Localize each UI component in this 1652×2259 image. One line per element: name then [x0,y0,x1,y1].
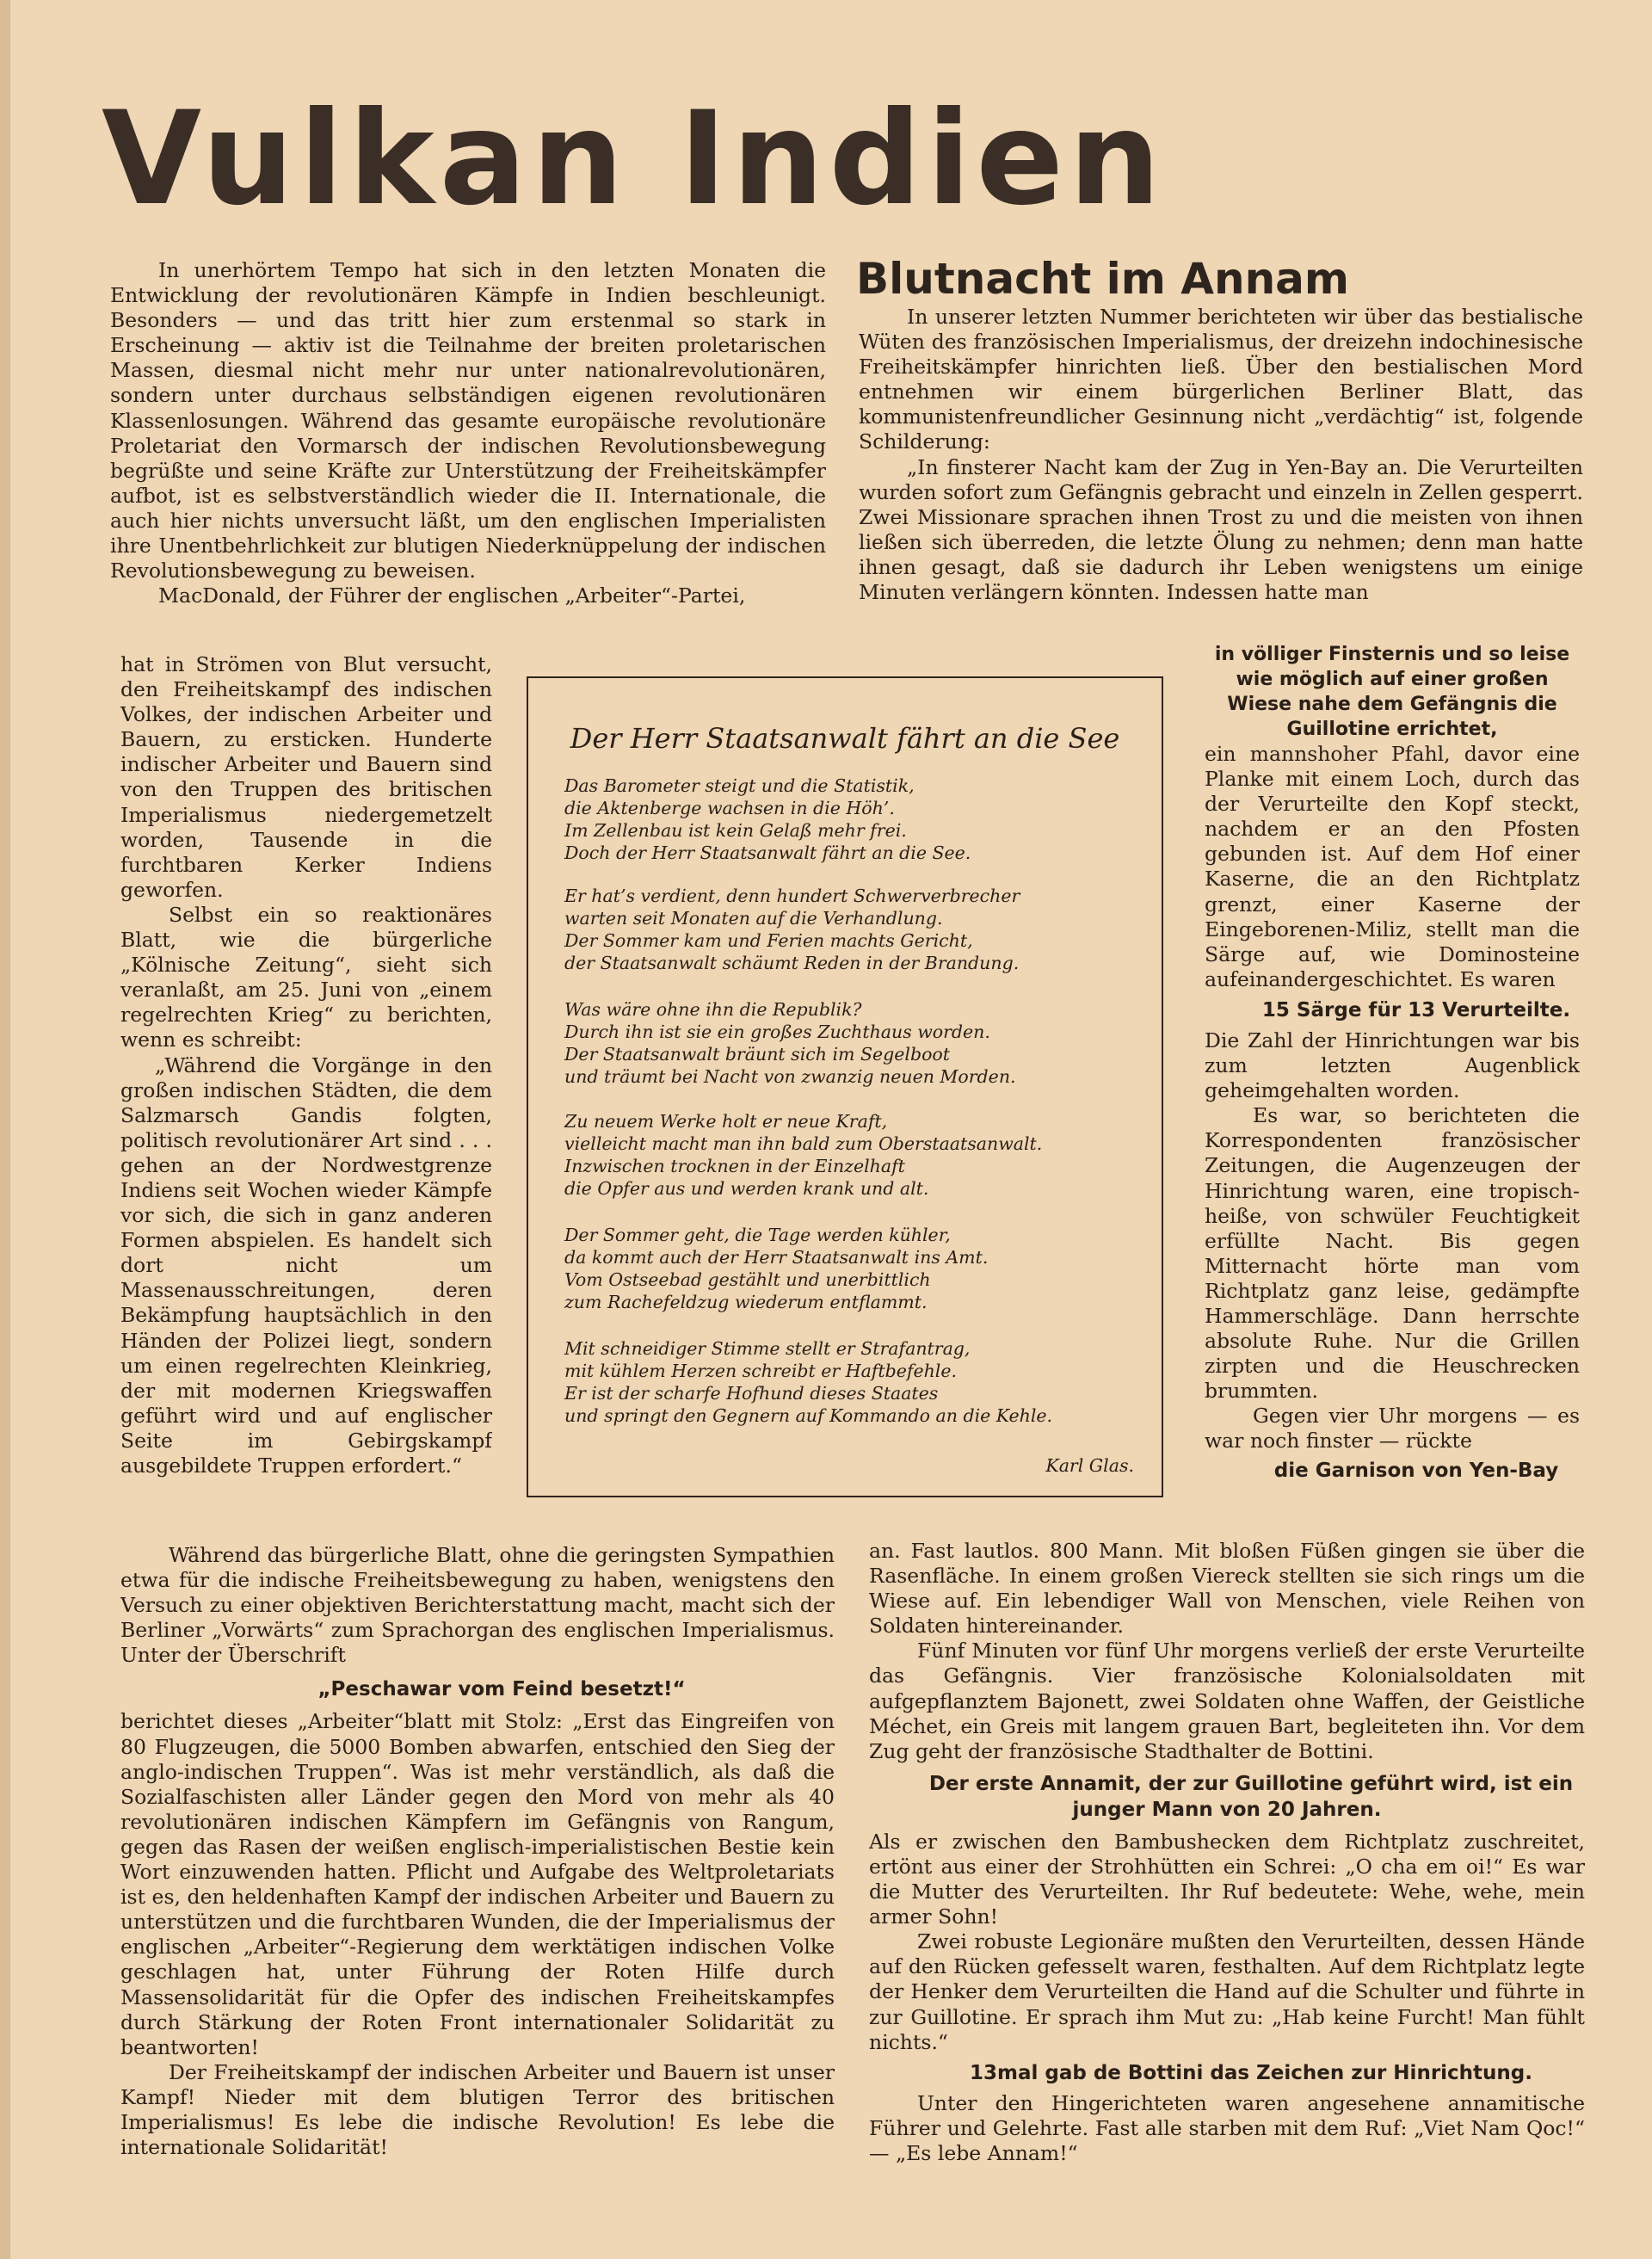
poem-line: Zu neuem Werke holt er neue Kraft, [564,1111,888,1132]
poem-line: Er ist der scharfe Hofhund dieses Staates [564,1383,939,1404]
poem-line: Was wäre ohne ihn die Republik? [564,999,862,1020]
poem-line: die Opfer aus und werden krank und alt. [564,1178,929,1199]
poem-line: Er hat’s verdient, denn hundert Schwerverbrecher [564,886,1020,906]
poem-stanza [564,1337,1150,1427]
page-edge [0,0,10,2259]
poem-line: Durch ihn ist sie ein großes Zuchthaus worden. [564,1021,990,1042]
poem-line: der Staatsanwalt schäumt Reden in der Brandung. [564,953,1020,973]
poem-line: die Aktenberge wachsen in die Höh’. [564,798,895,818]
poem-line: Der Staatsanwalt bräunt sich im Segelboot [564,1044,950,1065]
subheading-erste-annamit: Der erste Annamit, der zur Guillotine geführt wird, ist ein junger Mann von 20 Jahren. [928,1772,1574,1821]
poem-title: Der Herr Staatsanwalt fährt an die See [570,722,1120,755]
poem-line: mit kühlem Herzen schreibt er Haftbefehle. [564,1361,958,1381]
poem-box [527,676,1163,1497]
paragraph: MacDonald, der Führer der englischen „Arbeiter“-Partei, [158,583,746,608]
paragraph: Es war, so berichteten die Korrespondenten französischer Zeitungen, die Augenzeugen der Hinrichtung waren, eine tropisch-heiße, von schwüler Feuchtigkeit erfüllte Nacht. Bis gegen Mitternacht hörte man vom Richtplatz ganz leise, gedämpfte Hammerschläge. Dann herrschte absolute Ruhe. Nur die Grillen zirpten und die Heuschrecken brummten. [1205,1103,1580,1404]
paragraph: Während das bürgerliche Blatt, ohne die geringsten Sympathien etwa für die indische Freiheitsbewegung zu haben, wenigstens den Versuch zu einer objektiven Berichterstattung macht, macht sich der Berliner „Vorwärts“ zum Sprachorgan des englischen Imperialismus. Unter der Überschrift [120,1543,835,1668]
paragraph: Selbst ein so reaktionäres Blatt, wie die bürgerliche „Kölnische Zeitung“, sieht sich veranlaßt, am 25. Juni von „einem regelrechten Krieg“ zu berichten, wenn es schreibt: [120,902,492,1052]
annam-title: Blutnacht im Annam [856,254,1349,304]
poem-line: Im Zellenbau ist kein Gelaß mehr frei. [564,820,907,841]
paragraph: In unerhörtem Tempo hat sich in den letzten Monaten die Entwicklung der revolutionären Kämpfe in Indien beschleunigt. Besonders — und das tritt hier zum erstenmal so stark in Erscheinung — aktiv ist die Teilnahme der breiten proletarischen Massen, diesmal nicht mehr nur unter nationalrevolutionären, sondern unter durchaus selbständigen eigenen revolutionären Klassenlosungen. Während das gesamte europäische revolutionäre Proletariat den Vormarsch der indischen Revolutionsbewegung begrüßte und seine Kräfte zur Unterstützung der Freiheitskämpfer aufbot, ist es selbstverständlich wieder die II. Internationale, die auch hier nichts unversucht läßt, um den englischen Imperialisten ihre Unentbehrlichkeit zur blutigen Niederknüppelung der indischen Revolutionsbewegung zu beweisen. [110,258,826,583]
article-india-narrow [120,652,492,1543]
quote-koelnische-zeitung: „Während die Vorgänge in den großen indischen Städten, die dem Salzmarsch Gandis folgten, politisch revolutionärer Art sind . . . gehen an der Nordwestgrenze Indiens seit Wochen wieder Kämpfe vor sich, die sich in ganz anderen Formen abspielen. Es handelt sich dort nicht um Massenausschreitungen, deren Bekämpfung hauptsächlich in den Händen der Polizei liegt, sondern um einen regelrechten Kleinkrieg, der mit modernen Kriegswaffen geführt wird und auf englischer Seite im Gebirgskampf ausgebildete Truppen erfordert.“ [120,1052,492,1478]
paragraph: an. Fast lautlos. 800 Mann. Mit bloßen Füßen gingen sie über die Rasenfläche. In einem großen Viereck stellten sie sich rings um die Wiese auf. Ein lebendiger Wall von Menschen, viele Reihen von Soldaten hintereinander. [869,1539,1585,1639]
poem-line: Der Sommer kam und Ferien machts Gericht, [564,930,973,951]
poem-author: Karl Glas. [1045,1455,1134,1476]
poem-stanza [564,775,1150,864]
poem-stanza [564,1224,1150,1313]
paragraph: „In finsterer Nacht kam der Zug in Yen-Bay an. Die Verurteilten wurden sofort zum Gefängnis gebracht und einzeln in Zellen gesperrt. Zwei Missionare sprachen ihnen Trost zu und die meisten von ihnen ließen sich überreden, die letzte Ölung zu nehmen; denn man hatte ihnen gesagt, daß sie dadurch ihr Leben wenigstens um einige Minuten verlängern könnten. Indessen hatte man [859,454,1583,605]
subheading-bottini: 13mal gab de Bottini das Zeichen zur Hinrichtung. [969,2061,1532,2084]
paragraph: Gegen vier Uhr morgens — es war noch finster — rückte [1205,1404,1580,1454]
article-annam-top [859,305,1583,642]
poem-line: und träumt bei Nacht von zwanzig neuen Morden. [564,1066,1016,1087]
poem-line: und springt den Gegnern auf Kommando an die Kehle. [564,1405,1053,1426]
poem-line: Mit schneidiger Stimme stellt er Strafantrag, [564,1338,971,1359]
paragraph: Unter den Hingerichteten waren angesehene annamitische Führer und Gelehrte. Fast alle starben mit dem Ruf: „Viet Nam Qoc!“ — „Es lebe Annam!“ [869,2090,1585,2165]
poem-stanza [564,998,1150,1088]
poem-line: Der Sommer geht, die Tage werden kühler, [564,1225,951,1245]
paragraph: In unserer letzten Nummer berichteten wir über das bestialische Wüten des französischen Imperialismus, der dreizehn indochinesische Freiheitskämpfer hinrichten ließ. Über den bestialischen Mord entnehmen wir einem bürgerlichen Berliner Blatt, das kommunistenfreundlicher Gesinnung nicht „verdächtig“ ist, folgende Schilderung: [859,305,1583,454]
subheading-peschawar: „Peschawar vom Feind besetzt!“ [317,1678,686,1701]
poem-line: da kommt auch der Herr Staatsanwalt ins Amt. [564,1247,989,1268]
poem-line: Vom Ostseebad gestählt und unerbittlich [564,1269,931,1290]
paragraph: Der Freiheitskampf der indischen Arbeiter und Bauern ist unser Kampf! Nieder mit dem blutigen Terror des britischen Imperialismus! Es lebe die indische Revolution! Es lebe die internationale Solidarität! [120,2059,835,2160]
poem-stanza [564,1110,1150,1200]
paragraph: hat in Strömen von Blut versucht, den Freiheitskampf des indischen Volkes, der indischen Arbeiter und Bauern, zu ersticken. Hunderte indischer Arbeiter und Bauern sind von den Truppen des britischen Imperialismus niedergemetzelt worden, Tausende in die furchtbaren Kerker Indiens geworfen. [120,652,492,902]
bold-passage: in völliger Finsternis und so leise wie möglich auf einer großen Wiese nahe dem Gefängnis die Guillotine errichtet, [1214,644,1570,740]
poem-line: warten seit Monaten auf die Verhandlung. [564,908,943,929]
article-india-intro [110,258,826,652]
subheading-garnison: die Garnison von Yen-Bay [1273,1459,1559,1482]
poem-line: Inzwischen trocknen in der Einzelhaft [564,1156,905,1176]
paragraph: berichtet dieses „Arbeiter“blatt mit Stolz: „Erst das Eingreifen von 80 Flugzeugen, die 5000 Bomben abwarfen, entschied den Sieg der anglo-indischen Truppen“. Was ist mehr verständlich, als daß die Sozialfaschisten aller Länder gegen den Mord von mehr als 40 revolutionären indischen Kämpfern im Gefängnis von Rangum, gegen das Rasen der weißen englisch-imperialistischen Bestie kein Wort einzuwenden hatten. Pflicht und Aufgabe des Weltproletariats ist es, den heldenhaften Kampf der indischen Arbeiter und Bauern zu unterstützen und die furchtbaren Wunden, die der Imperialismus der englischen „Arbeiter“-Regierung dem werktätigen indischen Volke geschlagen hat, unter Führung der Roten Hilfe durch Massensolidarität für die Opfer des indischen Freiheitskampfes durch Stärkung der Roten Front internationaler Solidarität zu beantworten! [120,1709,835,2059]
article-annam-bottom [869,1539,1585,2227]
paragraph: Als er zwischen den Bambushecken dem Richtplatz zuschreitet, ertönt aus einer der Strohhütten ein Schrei: „O cha em oi!“ Es war die Mutter des Verurteilten. Ihr Ruf bedeutete: Wehe, wehe, mein armer Sohn! [869,1829,1585,1929]
subheading-saerge: 15 Särge für 13 Verurteilte. [1261,998,1571,1021]
poem-line: vielleicht macht man ihn bald zum Oberstaatsanwalt. [564,1133,1043,1154]
headline: Vulkan Indien [102,84,1166,234]
paragraph: Die Zahl der Hinrichtungen war bis zum letzten Augenblick geheimgehalten worden. [1205,1028,1580,1103]
article-india-bottom [120,1543,835,2223]
poem-line: zum Rachefeldzug wiederum entflammt. [564,1292,928,1312]
poem-line: Das Barometer steigt und die Statistik, [564,775,915,796]
article-annam-narrow [1205,642,1580,1537]
paragraph: Zwei robuste Legionäre mußten den Verurteilten, dessen Hände auf den Rücken gefesselt waren, festhalten. Auf dem Richtplatz legte der Henker dem Verurteilten die Hand auf die Schulter und führte in zur Guillotine. Er sprach ihm Mut zu: „Hab keine Furcht! Man fühlt nichts.“ [869,1929,1585,2054]
paragraph: Fünf Minuten vor fünf Uhr morgens verließ der erste Verurteilte das Gefängnis. Vier französische Kolonialsoldaten mit aufgepflanztem Bajonett, zwei Soldaten ohne Waffen, der Geistliche Méchet, ein Greis mit langem grauen Bart, begleiteten ihn. Vor dem Zug geht der französische Stadthalter de Bottini. [869,1639,1585,1763]
poem-line: Doch der Herr Staatsanwalt fährt an die See. [564,842,971,863]
paragraph: ein mannshoher Pfahl, davor eine Planke mit einem Loch, durch das der Verurteilte den Kopf steckt, nachdem er an den Pfosten gebunden ist. Auf dem Hof einer Kaserne, die an den Richtplatz grenzt, einer Kaserne der Eingeborenen-Miliz, stellt man die Särge auf, wie Dominosteine aufeinandergeschichtet. Es waren [1205,742,1580,991]
poem-stanza [564,885,1150,974]
